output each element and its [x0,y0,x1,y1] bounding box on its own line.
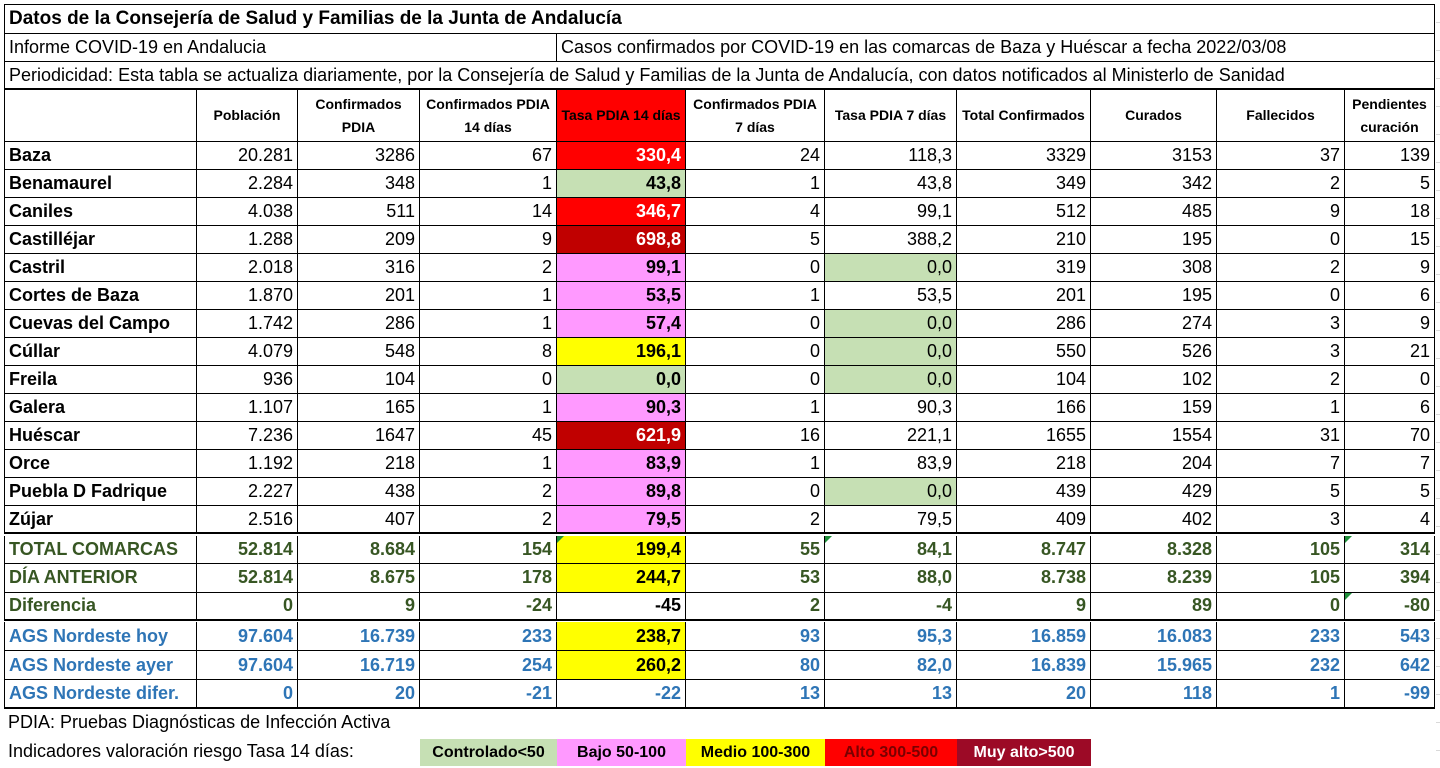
table-cell[interactable]: 0,0 [825,478,957,506]
table-cell[interactable]: 319 [957,254,1091,282]
ags-cell[interactable]: 232 [1217,651,1345,680]
column-header[interactable]: Pendientes curación [1345,90,1435,142]
ags-cell[interactable]: 238,7 [557,622,686,651]
table-cell[interactable]: 0 [686,254,825,282]
ags-cell[interactable]: 642 [1345,651,1435,680]
table-cell[interactable]: 201 [957,282,1091,310]
table-cell[interactable]: 548 [298,338,420,366]
row-label[interactable]: Cuevas del Campo [4,310,197,338]
column-header[interactable]: Curados [1091,90,1217,142]
table-cell[interactable]: 104 [298,366,420,394]
ags-cell[interactable]: 93 [686,622,825,651]
ags-cell[interactable]: -22 [557,680,686,709]
table-cell[interactable]: 2 [1217,170,1345,198]
gridline [1436,470,1440,471]
row-label[interactable]: Castilléjar [4,226,197,254]
column-header[interactable]: Confirmados PDIA [298,90,420,142]
table-cell[interactable]: 0 [1345,366,1435,394]
table-cell[interactable]: 4 [686,198,825,226]
table-cell[interactable]: 1 [420,394,557,422]
table-cell[interactable]: 14 [420,198,557,226]
table-cell[interactable]: 512 [957,198,1091,226]
table-cell[interactable]: 3 [1217,310,1345,338]
ags-cell[interactable]: 233 [1217,622,1345,651]
summary-cell[interactable]: 52.814 [197,536,298,564]
table-cell[interactable]: 196,1 [557,338,686,366]
table-cell[interactable]: 7 [1345,450,1435,478]
table-cell[interactable]: 45 [420,422,557,450]
table-cell[interactable]: 83,9 [557,450,686,478]
table-cell[interactable]: 7.236 [197,422,298,450]
legend-item: Alto 300-500 [825,739,957,766]
table-cell[interactable]: 1 [420,170,557,198]
table-cell[interactable]: 0 [686,478,825,506]
summary-cell[interactable]: 84,1 [825,536,957,564]
summary-cell[interactable]: -45 [557,593,686,621]
ags-cell[interactable]: 0 [197,680,298,709]
table-cell[interactable]: 218 [298,450,420,478]
table-cell[interactable]: 2.284 [197,170,298,198]
row-label[interactable]: Huéscar [4,422,197,450]
table-cell[interactable]: 308 [1091,254,1217,282]
column-header[interactable]: Tasa PDIA 7 días [825,90,957,142]
table-cell[interactable]: 195 [1091,226,1217,254]
summary-cell[interactable]: 8.738 [957,564,1091,592]
periodicity-note[interactable]: Periodicidad: Esta tabla se actualiza diariamente, por la Consejería de Salud y Familias de la Junta de Andalucía, con datos notificados al Ministerlo de Sanidad [4,62,1435,90]
table-cell[interactable]: 346,7 [557,198,686,226]
table-cell[interactable]: 2.516 [197,506,298,534]
table-cell[interactable]: 89,8 [557,478,686,506]
ags-cell[interactable]: -21 [420,680,557,709]
table-cell[interactable]: 3286 [298,142,420,170]
table-cell[interactable]: 1 [686,170,825,198]
table-cell[interactable]: 342 [1091,170,1217,198]
table-cell[interactable]: 1.870 [197,282,298,310]
report-subject[interactable]: Casos confirmados por COVID-19 en las comarcas de Baza y Huéscar a fecha 2022/03/08 [557,34,1435,62]
table-cell[interactable]: 43,8 [557,170,686,198]
table-cell[interactable]: 0,0 [825,310,957,338]
gridline [1436,246,1440,247]
ags-cell[interactable]: 13 [825,680,957,709]
ags-label[interactable]: AGS Nordeste ayer [4,651,197,680]
column-header[interactable]: Tasa PDIA 14 días [557,90,686,142]
ags-cell[interactable]: 82,0 [825,651,957,680]
gridline [1436,666,1440,667]
table-cell[interactable]: 221,1 [825,422,957,450]
sheet-title[interactable]: Datos de la Consejería de Salud y Familias de la Junta de Andalucía [4,4,1435,34]
legend-item: Bajo 50-100 [557,739,686,766]
ags-cell[interactable]: 118 [1091,680,1217,709]
table-cell[interactable]: 330,4 [557,142,686,170]
gridline [1436,330,1440,331]
column-header[interactable]: Fallecidos [1217,90,1345,142]
table-cell[interactable]: 21 [1345,338,1435,366]
gridline [1436,134,1440,135]
gridline [1436,694,1440,695]
table-cell[interactable]: 1 [420,282,557,310]
summary-cell[interactable]: 8.328 [1091,536,1217,564]
gridline [1436,554,1440,555]
table-cell[interactable]: 2 [420,506,557,534]
table-cell[interactable]: 8 [420,338,557,366]
table-cell[interactable]: 166 [957,394,1091,422]
gridline [1436,722,1440,723]
table-cell[interactable]: 90,3 [557,394,686,422]
summary-cell[interactable]: 178 [420,564,557,592]
row-label[interactable]: Caniles [4,198,197,226]
table-cell[interactable]: 2 [420,254,557,282]
table-cell[interactable]: 388,2 [825,226,957,254]
summary-cell[interactable]: 89 [1091,593,1217,621]
legend-item: Controlado<50 [420,739,557,766]
legend-label: Indicadores valoración riesgo Tasa 14 días: [8,741,354,761]
summary-cell[interactable]: 105 [1217,536,1345,564]
ags-cell[interactable]: 1 [1217,680,1345,709]
table-cell[interactable]: 1.107 [197,394,298,422]
ags-label[interactable]: AGS Nordeste difer. [4,680,197,709]
table-cell[interactable]: 0,0 [825,254,957,282]
summary-cell[interactable]: 8.239 [1091,564,1217,592]
table-cell[interactable]: 2 [1217,366,1345,394]
table-cell[interactable]: 6 [1345,394,1435,422]
legend-item: Muy alto>500 [957,739,1091,766]
table-cell[interactable]: 90,3 [825,394,957,422]
table-cell[interactable]: 99,1 [825,198,957,226]
table-cell[interactable]: 526 [1091,338,1217,366]
summary-cell[interactable]: 244,7 [557,564,686,592]
ags-cell[interactable]: 16.839 [957,651,1091,680]
table-cell[interactable]: 9 [1217,198,1345,226]
table-cell[interactable]: 67 [420,142,557,170]
table-cell[interactable]: 6 [1345,282,1435,310]
table-cell[interactable]: 402 [1091,506,1217,534]
table-cell[interactable]: 4.079 [197,338,298,366]
table-cell[interactable]: 3153 [1091,142,1217,170]
column-header[interactable] [4,90,197,142]
table-cell[interactable]: 1 [686,282,825,310]
table-cell[interactable]: 79,5 [557,506,686,534]
table-cell[interactable]: 53,5 [557,282,686,310]
table-cell[interactable]: 439 [957,478,1091,506]
summary-cell[interactable]: 53 [686,564,825,592]
table-cell[interactable]: 99,1 [557,254,686,282]
table-cell[interactable]: 5 [1345,478,1435,506]
table-cell[interactable]: 1 [686,394,825,422]
table-cell[interactable]: 0 [420,366,557,394]
table-cell[interactable]: 3 [1217,506,1345,534]
table-cell[interactable]: 0,0 [825,338,957,366]
table-cell[interactable]: 20.281 [197,142,298,170]
table-cell[interactable]: 286 [298,310,420,338]
table-cell[interactable]: 165 [298,394,420,422]
table-cell[interactable]: 1.192 [197,450,298,478]
table-cell[interactable]: 195 [1091,282,1217,310]
table-cell[interactable]: 621,9 [557,422,686,450]
summary-cell[interactable]: -4 [825,593,957,621]
ags-cell[interactable]: 95,3 [825,622,957,651]
row-label[interactable]: Cortes de Baza [4,282,197,310]
column-header[interactable]: Confirmados PDIA 14 días [420,90,557,142]
table-cell[interactable]: 0,0 [825,366,957,394]
table-cell[interactable]: 4 [1345,506,1435,534]
table-cell[interactable]: 1655 [957,422,1091,450]
gridline [1436,442,1440,443]
legend-item: Medio 100-300 [686,739,825,766]
table-cell[interactable]: 118,3 [825,142,957,170]
gridline [1436,218,1440,219]
table-cell[interactable]: 0 [686,338,825,366]
table-cell[interactable]: 5 [1217,478,1345,506]
ags-cell[interactable]: 16.719 [298,651,420,680]
ags-cell[interactable]: 97.604 [197,622,298,651]
ags-cell[interactable]: -99 [1345,680,1435,709]
table-cell[interactable]: 4.038 [197,198,298,226]
ags-cell[interactable]: 16.739 [298,622,420,651]
table-cell[interactable]: 0 [1217,282,1345,310]
table-cell[interactable]: 83,9 [825,450,957,478]
summary-cell[interactable]: 8.684 [298,536,420,564]
gridline [1436,50,1440,51]
ags-cell[interactable]: 233 [420,622,557,651]
table-cell[interactable]: 0 [1217,226,1345,254]
table-cell[interactable]: 485 [1091,198,1217,226]
ags-cell[interactable]: 97.604 [197,651,298,680]
summary-cell[interactable]: 0 [197,593,298,621]
gridline [1436,302,1440,303]
table-cell[interactable]: 0,0 [557,366,686,394]
ags-cell[interactable]: 15.965 [1091,651,1217,680]
table-cell[interactable]: 159 [1091,394,1217,422]
table-cell[interactable]: 102 [1091,366,1217,394]
table-cell[interactable]: 349 [957,170,1091,198]
summary-cell[interactable]: 154 [420,536,557,564]
table-cell[interactable]: 18 [1345,198,1435,226]
table-cell[interactable]: 9 [420,226,557,254]
row-label[interactable]: Cúllar [4,338,197,366]
row-label[interactable]: Castril [4,254,197,282]
table-cell[interactable]: 3 [1217,338,1345,366]
table-cell[interactable]: 16 [686,422,825,450]
column-header[interactable]: Confirmados PDIA 7 días [686,90,825,142]
gridline [1436,414,1440,415]
table-cell[interactable]: 218 [957,450,1091,478]
report-name[interactable]: Informe COVID-19 en Andalucia [4,34,557,62]
gridline [1436,274,1440,275]
table-cell[interactable]: 1 [420,310,557,338]
summary-cell[interactable]: 0 [1217,593,1345,621]
table-cell[interactable]: 274 [1091,310,1217,338]
summary-cell[interactable]: 314 [1345,536,1435,564]
row-label[interactable]: Galera [4,394,197,422]
table-cell[interactable]: 409 [957,506,1091,534]
table-cell[interactable]: 5 [686,226,825,254]
summary-label[interactable]: DÍA ANTERIOR [4,564,197,592]
summary-cell[interactable]: 88,0 [825,564,957,592]
summary-cell[interactable]: -80 [1345,593,1435,621]
ags-cell[interactable]: 260,2 [557,651,686,680]
gridline [1436,78,1440,79]
table-cell[interactable]: 15 [1345,226,1435,254]
ags-cell[interactable]: 20 [298,680,420,709]
summary-cell[interactable]: 8.675 [298,564,420,592]
table-cell[interactable]: 9 [1345,310,1435,338]
table-cell[interactable]: 550 [957,338,1091,366]
table-cell[interactable]: 348 [298,170,420,198]
table-cell[interactable]: 5 [1345,170,1435,198]
row-label[interactable]: Freila [4,366,197,394]
table-cell[interactable]: 2 [1217,254,1345,282]
table-cell[interactable]: 2 [420,478,557,506]
column-header[interactable]: Población [197,90,298,142]
table-cell[interactable]: 37 [1217,142,1345,170]
table-cell[interactable]: 201 [298,282,420,310]
summary-cell[interactable]: 9 [298,593,420,621]
table-cell[interactable]: 3329 [957,142,1091,170]
table-cell[interactable]: 53,5 [825,282,957,310]
table-cell[interactable]: 79,5 [825,506,957,534]
summary-cell[interactable]: 199,4 [557,536,686,564]
ags-cell[interactable]: 16.083 [1091,622,1217,651]
table-cell[interactable]: 2.018 [197,254,298,282]
summary-cell[interactable]: -24 [420,593,557,621]
table-cell[interactable]: 1 [686,450,825,478]
table-cell[interactable]: 7 [1217,450,1345,478]
gridline [1436,498,1440,499]
table-cell[interactable]: 9 [1345,254,1435,282]
table-cell[interactable]: 70 [1345,422,1435,450]
table-cell[interactable]: 0 [686,310,825,338]
summary-cell[interactable]: 9 [957,593,1091,621]
table-cell[interactable]: 1554 [1091,422,1217,450]
table-cell[interactable]: 698,8 [557,226,686,254]
table-cell[interactable]: 1647 [298,422,420,450]
table-cell[interactable]: 104 [957,366,1091,394]
row-label[interactable]: Orce [4,450,197,478]
gridline [1436,106,1440,107]
table-cell[interactable]: 0 [686,366,825,394]
table-cell[interactable]: 1 [420,450,557,478]
table-cell[interactable]: 1.742 [197,310,298,338]
summary-cell[interactable]: 105 [1217,564,1345,592]
summary-cell[interactable]: 2 [686,593,825,621]
table-cell[interactable]: 286 [957,310,1091,338]
table-cell[interactable]: 24 [686,142,825,170]
table-cell[interactable]: 1 [1217,394,1345,422]
ags-cell[interactable]: 254 [420,651,557,680]
row-label[interactable]: Baza [4,142,197,170]
table-cell[interactable]: 204 [1091,450,1217,478]
ags-cell[interactable]: 13 [686,680,825,709]
table-cell[interactable]: 438 [298,478,420,506]
table-cell[interactable]: 407 [298,506,420,534]
table-cell[interactable]: 429 [1091,478,1217,506]
table-cell[interactable]: 936 [197,366,298,394]
row-label[interactable]: Zújar [4,506,197,534]
gridline [1436,358,1440,359]
ags-cell[interactable]: 543 [1345,622,1435,651]
table-cell[interactable]: 511 [298,198,420,226]
table-cell[interactable]: 43,8 [825,170,957,198]
column-header[interactable]: Total Confirmados [957,90,1091,142]
ags-cell[interactable]: 16.859 [957,622,1091,651]
table-cell[interactable]: 31 [1217,422,1345,450]
row-label[interactable]: Benamaurel [4,170,197,198]
gridline [1436,526,1440,527]
row-label[interactable]: Puebla D Fadrique [4,478,197,506]
summary-cell[interactable]: 55 [686,536,825,564]
gridline [1436,638,1440,639]
footnote: PDIA: Pruebas Diagnósticas de Infección Activa [8,712,391,732]
table-cell[interactable]: 57,4 [557,310,686,338]
gridline [1436,582,1440,583]
ags-label[interactable]: AGS Nordeste hoy [4,622,197,651]
gridline [1436,22,1440,23]
ags-cell[interactable]: 80 [686,651,825,680]
summary-label[interactable]: Diferencia [4,593,197,621]
table-cell[interactable]: 139 [1345,142,1435,170]
table-cell[interactable]: 210 [957,226,1091,254]
summary-cell[interactable]: 52.814 [197,564,298,592]
table-cell[interactable]: 316 [298,254,420,282]
gridline [1436,190,1440,191]
gridline [1436,386,1440,387]
gridline [1436,750,1440,751]
table-cell[interactable]: 2.227 [197,478,298,506]
table-cell[interactable]: 1.288 [197,226,298,254]
summary-label[interactable]: TOTAL COMARCAS [4,536,197,564]
table-cell[interactable]: 2 [686,506,825,534]
gridline [1436,162,1440,163]
gridline [1436,610,1440,611]
table-cell[interactable]: 209 [298,226,420,254]
ags-cell[interactable]: 20 [957,680,1091,709]
summary-cell[interactable]: 394 [1345,564,1435,592]
summary-cell[interactable]: 8.747 [957,536,1091,564]
